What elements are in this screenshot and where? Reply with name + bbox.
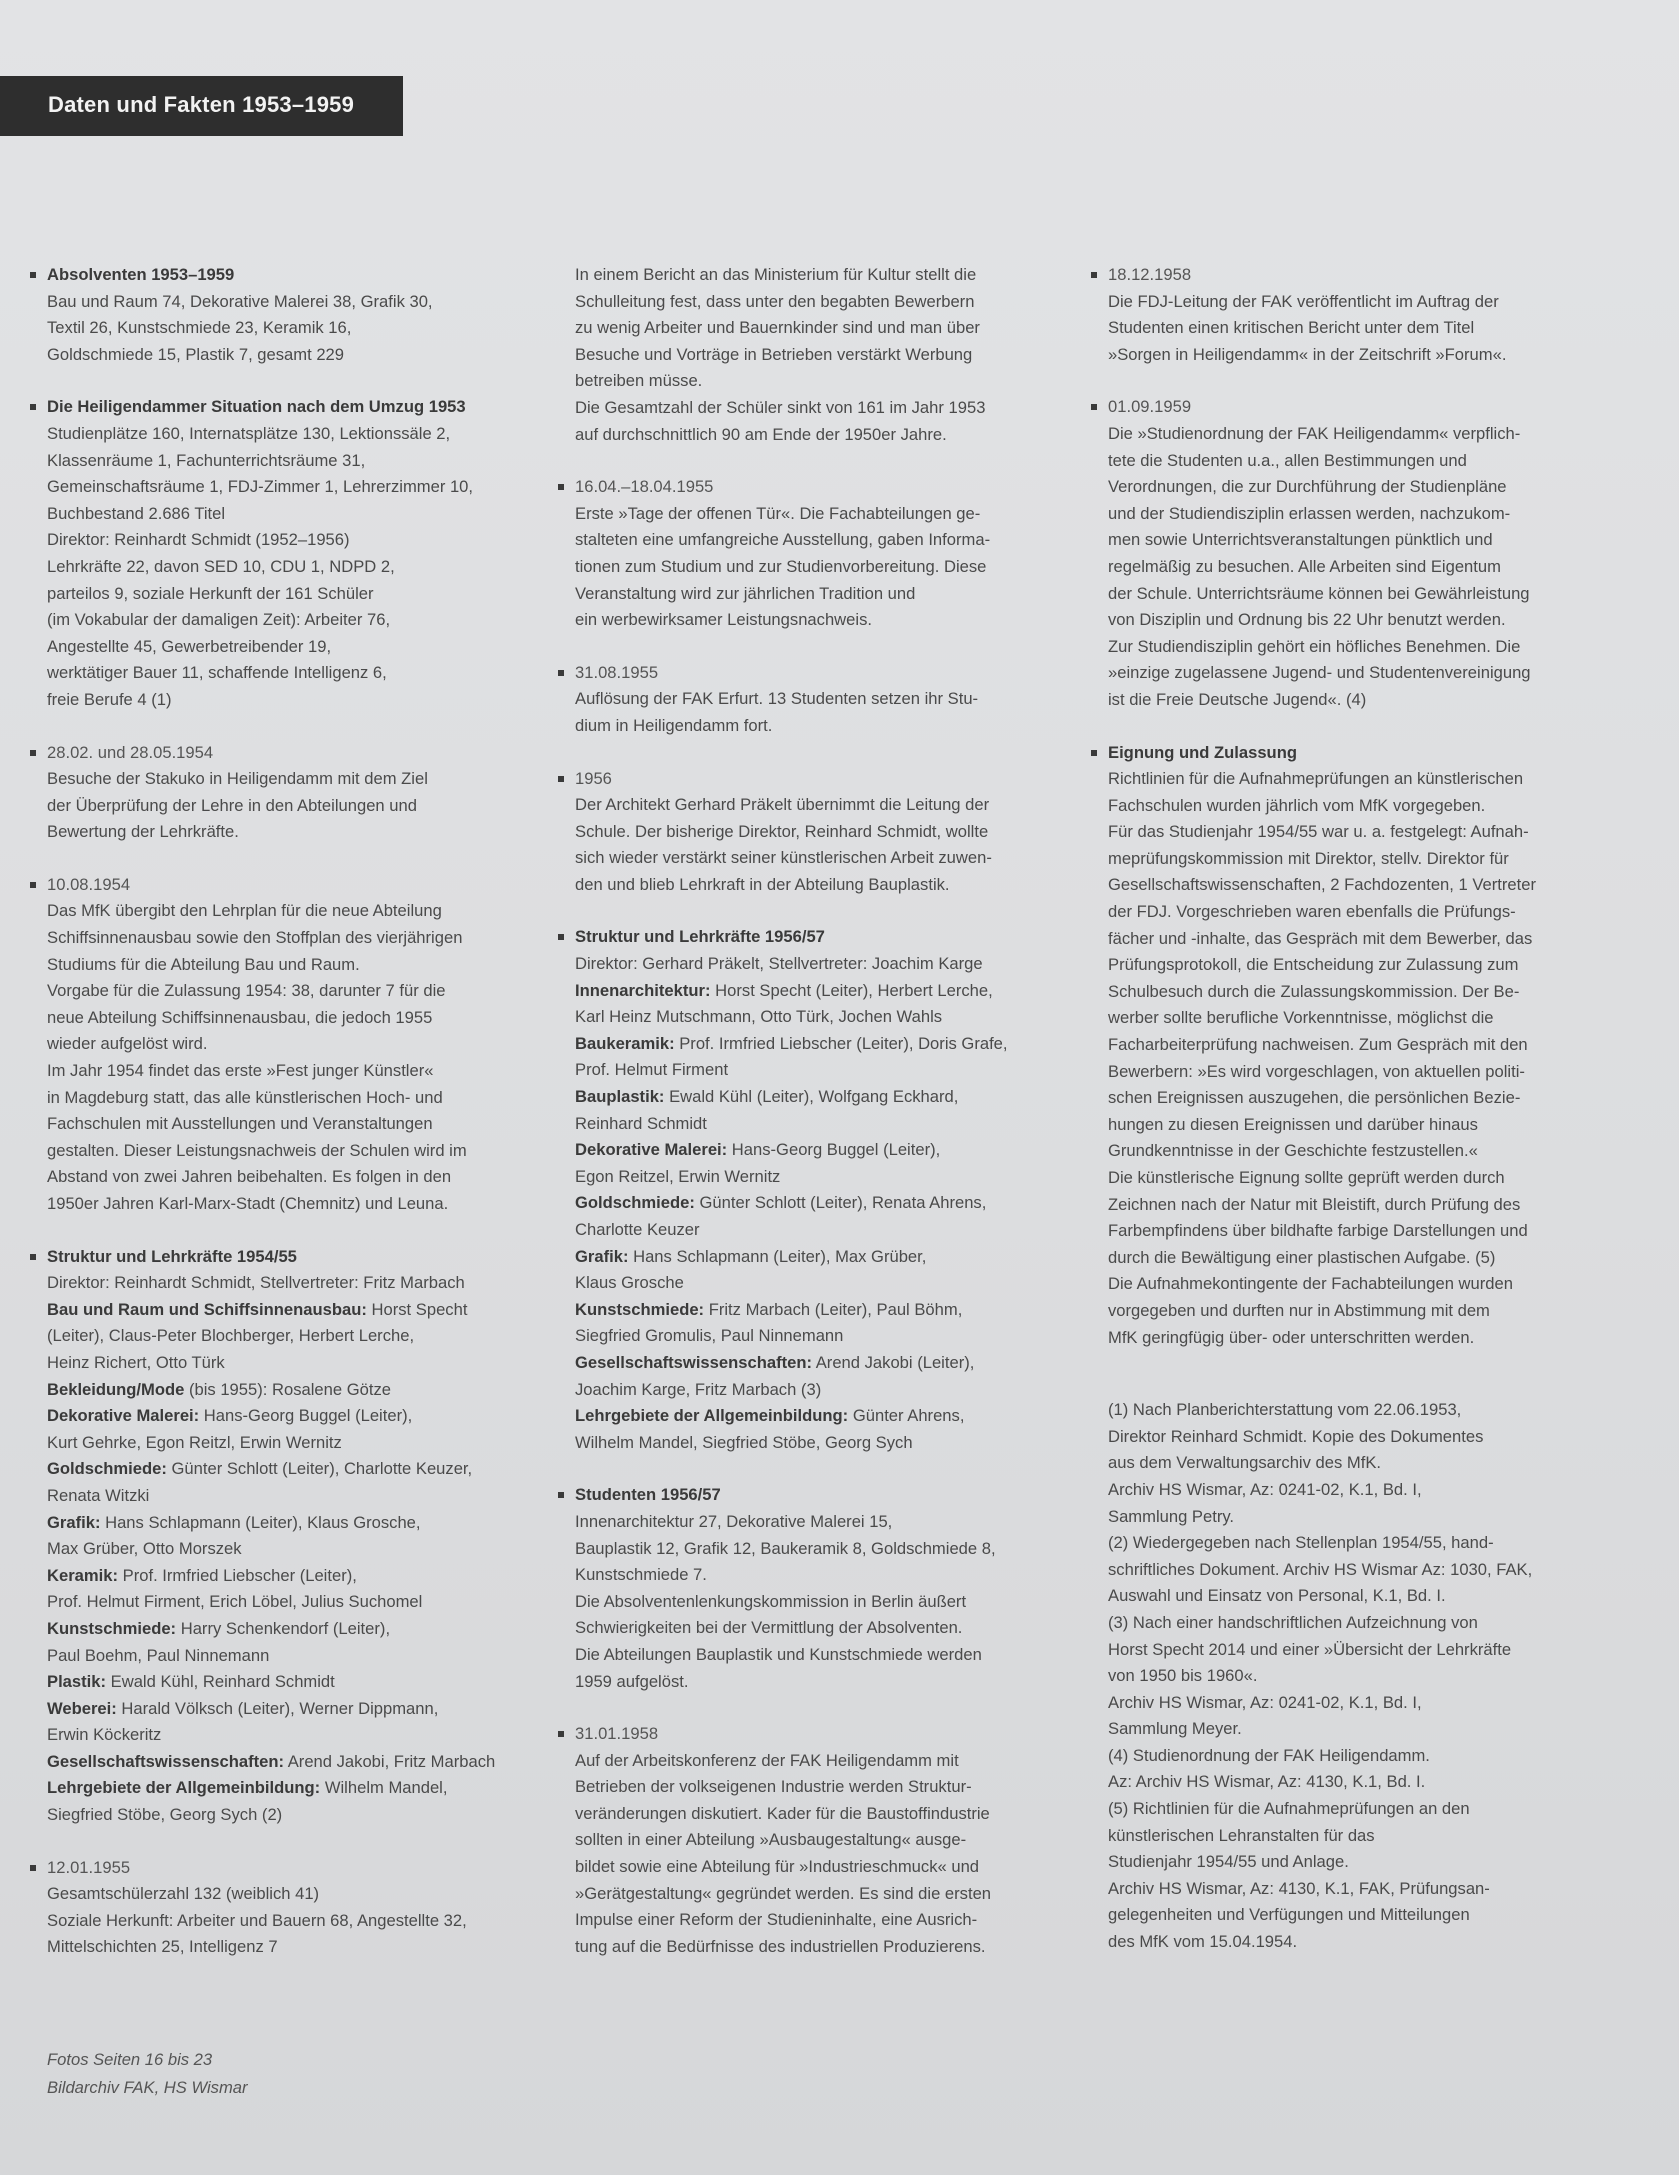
department-label: Kunstschmiede: (47, 1618, 177, 1638)
bullet-marker (558, 1731, 564, 1737)
text-line: Heinz Richert, Otto Türk (47, 1352, 225, 1372)
text-line (47, 1377, 539, 1404)
department-label: Grafik: (575, 1246, 629, 1266)
text-line (47, 1669, 539, 1696)
text-line: regelmäßig zu besuchen. Alle Arbeiten sind Eigentum (1108, 556, 1501, 576)
text-line: Direktor: Reinhardt Schmidt (1952–1956) (47, 530, 350, 550)
text-line: Siegfried Stöbe, Georg Sych (2) (47, 1805, 283, 1825)
text-line: Kurt Gehrke, Egon Reitzl, Erwin Wernitz (47, 1432, 342, 1452)
entry-situation-1953 (47, 394, 539, 713)
entry-bericht (575, 262, 1065, 448)
column-right (1108, 262, 1608, 1956)
text-line: Bewertung der Lehrkräfte. (47, 822, 239, 842)
column-left (47, 262, 539, 1987)
text-line: Die »Studienordnung der FAK Heiligendamm« verpflich- (1108, 423, 1521, 443)
footnote-line: Horst Specht 2014 und einer »Übersicht der Lehrkräfte (1108, 1639, 1512, 1659)
text-line: Facharbeiterprüfung nachweisen. Zum Gespräch mit den (1108, 1035, 1528, 1055)
text-line: Prof. Helmut Firment, Erich Löbel, Julius Suchomel (47, 1592, 423, 1612)
text-line: Egon Reitzel, Erwin Wernitz (575, 1166, 781, 1186)
text-line: tung auf die Bedürfnisse des industriellen Produzierens. (575, 1936, 986, 1956)
bullet-marker (30, 882, 36, 888)
footnote-line: (5) Richtlinien für die Aufnahmeprüfungen an den (1108, 1799, 1470, 1819)
text-line: ein werbewirksamer Leistungsnachweis. (575, 610, 872, 630)
text-line: Erste »Tage der offenen Tür«. Die Fachabteilungen ge- (575, 503, 981, 523)
bullet-marker (1091, 404, 1097, 410)
text-line: Charlotte Keuzer (575, 1220, 700, 1239)
text-line (47, 1749, 539, 1776)
department-staff: Harry Schenkendorf (Leiter), (176, 1618, 391, 1638)
text-line: 1950er Jahren Karl-Marx-Stadt (Chemnitz) und Leuna. (47, 1194, 449, 1213)
entry-arbeitskonferenz (575, 1721, 1065, 1960)
text-line: Siegfried Gromulis, Paul Ninnemann (575, 1326, 844, 1346)
entry-offene-tuer (575, 474, 1065, 634)
text-line: und der Studiendisziplin erlassen werden, nachzukom- (1108, 503, 1511, 523)
entry-heading: Absolventen 1953–1959 (47, 265, 235, 284)
entry-stakuko (47, 740, 539, 846)
department-label: Gesellschaftswissenschaften: (575, 1352, 813, 1372)
footnote-line: Archiv HS Wismar, Az: 0241-02, K.1, Bd. I, (1108, 1692, 1422, 1712)
entry-heading: Eignung und Zulassung (1108, 742, 1297, 762)
department-staff: Hans Schlapmann (Leiter), Klaus Grosche, (100, 1512, 421, 1532)
text-line: hungen zu diesen Ereignissen und darüber hinaus (1108, 1114, 1478, 1134)
text-line: stalteten eine umfangreiche Ausstellung, gaben Informa- (575, 530, 991, 550)
text-line: Impulse einer Reform der Studieninhalte, eine Ausrich- (575, 1910, 978, 1930)
entry-heading: Struktur und Lehrkräfte 1956/57 (575, 927, 825, 947)
text-line: Renata Witzki (47, 1485, 150, 1505)
entry-erfurt (575, 660, 1065, 740)
text-line (575, 1190, 1065, 1217)
department-label: Keramik: (47, 1565, 119, 1585)
department-label: Plastik: (47, 1672, 107, 1692)
entry-absolventen (47, 262, 539, 368)
text-line: auf durchschnittlich 90 am Ende der 1950er Jahre. (575, 424, 947, 444)
text-line: Studenten einen kritischen Bericht unter dem Titel (1108, 318, 1475, 338)
text-line: Prüfungsprotokoll, die Entscheidung zur Zulassung zum (1108, 955, 1519, 975)
footnote-line: Direktor Reinhard Schmidt. Kopie des Dokumentes (1108, 1426, 1484, 1446)
text-line: Besuche der Stakuko in Heiligendamm mit dem Ziel (47, 769, 428, 789)
text-line: sollten in einer Abteilung »Ausbaugestaltung« ausge- (575, 1830, 967, 1850)
footnotes (1108, 1397, 1608, 1955)
text-line: Innenarchitektur 27, Dekorative Malerei 15, (575, 1511, 893, 1531)
text-line: Soziale Herkunft: Arbeiter und Bauern 68, Angestellte 32, (47, 1910, 467, 1930)
department-label: Goldschmiede: (575, 1193, 695, 1213)
footnote-line: Studienjahr 1954/55 und Anlage. (1108, 1852, 1349, 1872)
entry-studenten-1956-57 (575, 1482, 1065, 1695)
text-line: Abstand von zwei Jahren beibehalten. Es folgen in den (47, 1167, 452, 1187)
text-line: werber sollte berufliche Vorkenntnisse, möglichst die (1108, 1008, 1494, 1028)
department-label: Dekorative Malerei: (575, 1140, 728, 1160)
text-line (47, 1563, 539, 1590)
text-line: Goldschmiede 15, Plastik 7, gesamt 229 (47, 344, 345, 364)
text-line: Veranstaltung wird zur jährlichen Tradition und (575, 583, 916, 603)
text-line: Auf der Arbeitskonferenz der FAK Heiligendamm mit (575, 1750, 959, 1770)
text-line: der Überprüfung der Lehre in den Abteilungen und (47, 795, 417, 815)
text-line: (Leiter), Claus-Peter Blochberger, Herbert Lerche, (47, 1326, 415, 1346)
text-line: Die Aufnahmekontingente der Fachabteilungen wurden (1108, 1274, 1513, 1294)
department-label: Lehrgebiete der Allgemeinbildung: (575, 1406, 849, 1426)
footnote-line: des MfK vom 15.04.1954. (1108, 1932, 1298, 1952)
bullet-marker (30, 1254, 36, 1260)
department-label: Bau und Raum und Schiffsinnenausbau: (47, 1299, 367, 1319)
text-line: men sowie Unterrichtsveranstaltungen pünktlich und (1108, 530, 1493, 550)
text-line: betreiben müsse. (575, 371, 703, 391)
text-line: Vorgabe für die Zulassung 1954: 38, darunter 7 für die (47, 981, 446, 1001)
text-line: dium in Heiligendamm fort. (575, 715, 773, 735)
text-line: fächer und -inhalte, das Gespräch mit dem Bewerber, das (1108, 928, 1533, 948)
bullet-marker (558, 934, 564, 940)
text-line: Klassenräume 1, Fachunterrichtsräume 31, (47, 450, 366, 470)
text-line: 1959 aufgelöst. (575, 1671, 689, 1691)
bullet-marker (30, 272, 36, 278)
department-staff: Hans Schlapmann (Leiter), Max Grüber, (628, 1246, 927, 1266)
text-line: Zeichnen nach der Natur mit Bleistift, durch Prüfung des (1108, 1194, 1521, 1214)
footnote-line: Archiv HS Wismar, Az: 4130, K.1, FAK, Prüfungsan- (1108, 1878, 1490, 1898)
department-staff: Wilhelm Mandel, (320, 1778, 448, 1798)
department-staff: Fritz Marbach (Leiter), Paul Böhm, (704, 1299, 963, 1319)
text-line: Wilhelm Mandel, Siegfried Stöbe, Georg Sych (575, 1432, 913, 1452)
text-line (575, 1297, 1065, 1324)
text-line: Richtlinien für die Aufnahmeprüfungen an künstlerischen (1108, 769, 1524, 789)
text-line: sich wieder verstärkt seiner künstlerischen Arbeit zuwen- (575, 848, 992, 868)
footnote-line: (2) Wiedergegeben nach Stellenplan 1954/55, hand- (1108, 1533, 1494, 1553)
department-staff: Prof. Irmfried Liebscher (Leiter), (118, 1565, 357, 1585)
text-line: Schule. Der bisherige Direktor, Reinhard Schmidt, wollte (575, 821, 989, 841)
text-line (47, 1403, 539, 1430)
entry-date: 1956 (575, 768, 612, 788)
department-label: Bauplastik: (575, 1087, 665, 1107)
bullet-marker (1091, 272, 1097, 278)
text-line: Bauplastik 12, Grafik 12, Baukeramik 8, Goldschmiede 8, (575, 1538, 996, 1558)
footnote-line: schriftliches Dokument. Archiv HS Wismar Az: 1030, FAK, (1108, 1559, 1533, 1579)
entry-date: 31.08.1955 (575, 662, 659, 682)
department-staff: Prof. Irmfried Liebscher (Leiter), Doris Grafe, (674, 1033, 1008, 1053)
department-staff: Günter Schlott (Leiter), Renata Ahrens, (694, 1193, 987, 1213)
text-line: tionen zum Studium und zur Studienvorbereitung. Diese (575, 556, 987, 576)
text-line: ist die Freie Deutsche Jugend«. (4) (1108, 689, 1367, 709)
text-line: Für das Studienjahr 1954/55 war u. a. festgelegt: Aufnah- (1108, 822, 1529, 842)
bullet-marker (30, 404, 36, 410)
text-line: Studiums für die Abteilung Bau und Raum. (47, 954, 360, 974)
text-line: Die Abteilungen Bauplastik und Kunstschmiede werden (575, 1644, 982, 1664)
bullet-marker (558, 484, 564, 490)
footnote-line: künstlerischen Lehranstalten für das (1108, 1825, 1375, 1845)
bullet-marker (558, 1492, 564, 1498)
text-line: in Magdeburg statt, das alle künstlerischen Hoch- und (47, 1087, 443, 1107)
text-line: Verordnungen, die zur Durchführung der Studienpläne (1108, 477, 1507, 497)
text-line: Bau und Raum 74, Dekorative Malerei 38, Grafik 30, (47, 291, 433, 311)
text-line: Fachschulen wurden jährlich vom MfK vorgegeben. (1108, 795, 1486, 815)
bullet-marker (30, 750, 36, 756)
entry-date: 10.08.1954 (47, 874, 131, 894)
entry-eignung-zulassung (1108, 740, 1608, 1352)
footnote-line: (4) Studienordnung der FAK Heiligendamm. (1108, 1745, 1430, 1765)
text-line: Bewerbern: »Es wird vorgeschlagen, von aktuellen politi- (1108, 1061, 1525, 1081)
text-line: Paul Boehm, Paul Ninnemann (47, 1645, 270, 1665)
text-line: Studienplätze 160, Internatsplätze 130, Lektionssäle 2, (47, 423, 451, 443)
text-line: Im Jahr 1954 findet das erste »Fest junger Künstler« (47, 1061, 434, 1081)
entry-schuelerzahl (47, 1855, 539, 1961)
department-staff: Hans-Georg Buggel (Leiter), (727, 1140, 941, 1160)
text-line: Textil 26, Kunstschmiede 23, Keramik 16, (47, 318, 352, 338)
department-staff: Ewald Kühl (Leiter), Wolfgang Eckhard, (664, 1087, 959, 1107)
text-line: In einem Bericht an das Ministerium für Kultur stellt die (575, 265, 977, 284)
text-line: Auflösung der FAK Erfurt. 13 Studenten setzen ihr Stu- (575, 689, 979, 709)
text-line (575, 1031, 1065, 1058)
text-line (47, 1775, 539, 1802)
footnote-line: gelegenheiten und Verfügungen und Mitteilungen (1108, 1905, 1470, 1925)
footnote-line: Archiv HS Wismar, Az: 0241-02, K.1, Bd. I, (1108, 1479, 1422, 1499)
department-label: Dekorative Malerei: (47, 1406, 200, 1426)
text-line: Erwin Köckeritz (47, 1725, 162, 1745)
text-line: Schulleitung fest, dass unter den begabten Bewerbern (575, 291, 975, 311)
footnote-line: von 1950 bis 1960«. (1108, 1666, 1258, 1686)
entry-date: 01.09.1959 (1108, 397, 1192, 417)
text-line: Angestellte 45, Gewerbetreibender 19, (47, 636, 332, 656)
text-line: »Sorgen in Heiligendamm« in der Zeitschrift »Forum«. (1108, 344, 1507, 364)
text-line: Karl Heinz Mutschmann, Otto Türk, Jochen Wahls (575, 1007, 943, 1027)
entry-fdj-bericht (1108, 262, 1608, 368)
text-line: MfK geringfügig über- oder unterschritten werden. (1108, 1327, 1475, 1347)
text-line: der Schule. Unterrichtsräume können bei Gewährleistung (1108, 583, 1530, 603)
text-line (575, 978, 1065, 1005)
text-line: von Disziplin und Ordnung bis 22 Uhr benutzt werden. (1108, 610, 1506, 630)
text-line: Fachschulen mit Ausstellungen und Veranstaltungen (47, 1114, 433, 1134)
department-staff: Günter Schlott (Leiter), Charlotte Keuzer, (166, 1459, 473, 1479)
bullet-marker (1091, 750, 1097, 756)
text-line: parteilos 9, soziale Herkunft der 161 Schüler (47, 583, 374, 603)
bullet-marker (558, 776, 564, 782)
text-line: Gesamtschülerzahl 132 (weiblich 41) (47, 1884, 320, 1904)
section-title-bar (0, 76, 403, 136)
department-staff: Harald Völksch (Leiter), Werner Dippmann, (116, 1698, 439, 1718)
text-line: der FDJ. Vorgeschrieben waren ebenfalls die Prüfungs- (1108, 902, 1516, 922)
text-line (575, 1403, 1065, 1430)
text-line: Lehrkräfte 22, davon SED 10, CDU 1, NDPD 2, (47, 556, 395, 576)
department-staff: Arend Jakobi (Leiter), (812, 1352, 975, 1372)
text-line (575, 1244, 1065, 1271)
department-staff: Horst Specht (Leiter), Herbert Lerche, (710, 980, 993, 1000)
text-line: Mittelschichten 25, Intelligenz 7 (47, 1937, 278, 1957)
page-title: Daten und Fakten 1953–1959 (48, 92, 355, 117)
caption-line: Bildarchiv FAK, HS Wismar (47, 2078, 248, 2097)
entry-struktur-1954-55 (47, 1244, 539, 1829)
entry-heading: Studenten 1956/57 (575, 1485, 721, 1505)
text-line (47, 1696, 539, 1723)
department-label: Kunstschmiede: (575, 1299, 705, 1319)
text-line: veränderungen diskutiert. Kader für die Baustoffindustrie (575, 1803, 990, 1823)
text-line: »Gerätgestaltung« gegründet werden. Es sind die ersten (575, 1883, 992, 1903)
department-label: Baukeramik: (575, 1033, 675, 1053)
text-line: den und blieb Lehrkraft in der Abteilung Bauplastik. (575, 874, 950, 894)
text-line: Gemeinschaftsräume 1, FDJ-Zimmer 1, Lehrerzimmer 10, (47, 477, 474, 497)
entry-praekelt (575, 766, 1065, 899)
footnote-line: Auswahl und Einsatz von Personal, K.1, Bd. I. (1108, 1586, 1446, 1606)
department-staff: Hans-Georg Buggel (Leiter), (199, 1406, 413, 1426)
text-line: Klaus Grosche (575, 1273, 684, 1293)
text-line: Das MfK übergibt den Lehrplan für die neue Abteilung (47, 901, 442, 921)
text-line: »einzige zugelassene Jugend- und Studentenvereinigung (1108, 663, 1531, 683)
department-staff: Horst Specht (366, 1299, 468, 1319)
caption-line: Fotos Seiten 16 bis 23 (47, 2050, 213, 2069)
text-line: meprüfungskommission mit Direktor, stellv. Direktor für (1108, 848, 1509, 868)
entry-heading: Die Heiligendammer Situation nach dem Umzug 1953 (47, 397, 466, 417)
text-line: Schulbesuch durch die Zulassungskommission. Der Be- (1108, 981, 1520, 1001)
text-line (47, 1616, 539, 1643)
department-staff: Ewald Kühl, Reinhard Schmidt (106, 1672, 335, 1692)
text-line: Grundkenntnisse in der Geschichte festzustellen.« (1108, 1141, 1478, 1161)
text-line: Die Absolventenlenkungskommission in Berlin äußert (575, 1591, 967, 1611)
footnote-line: Sammlung Meyer. (1108, 1719, 1242, 1739)
text-line: Direktor: Gerhard Präkelt, Stellvertreter: Joachim Karge (575, 954, 983, 974)
text-line: Direktor: Reinhardt Schmidt, Stellvertreter: Fritz Marbach (47, 1273, 465, 1293)
text-line: Die Gesamtzahl der Schüler sinkt von 161 im Jahr 1953 (575, 397, 986, 417)
text-line: freie Berufe 4 (1) (47, 689, 172, 709)
text-line: Farbempfindens über bildhafte farbige Darstellungen und (1108, 1221, 1528, 1241)
footnote-line: (3) Nach einer handschriftlichen Aufzeichnung von (1108, 1612, 1478, 1632)
text-line: bildet sowie eine Abteilung für »Industrieschmuck« und (575, 1857, 980, 1877)
entry-date: 28.02. und 28.05.1954 (47, 742, 214, 762)
text-line (575, 1084, 1065, 1111)
text-line: Max Grüber, Otto Morszek (47, 1539, 242, 1559)
text-line (47, 1456, 539, 1483)
department-label: Weberei: (47, 1698, 117, 1718)
text-line: werktätiger Bauer 11, schaffende Intelligenz 6, (47, 663, 387, 683)
text-line: Betrieben der volkseigenen Industrie werden Struktur- (575, 1777, 972, 1797)
text-line: wieder aufgelöst wird. (47, 1034, 208, 1054)
department-staff: Arend Jakobi, Fritz Marbach (284, 1751, 496, 1771)
text-line: Die künstlerische Eignung sollte geprüft werden durch (1108, 1168, 1505, 1187)
text-line: zu wenig Arbeiter und Bauernkinder sind und man über (575, 318, 980, 338)
text-line (575, 1350, 1065, 1377)
text-line: durch die Bewältigung einer plastischen Aufgabe. (5) (1108, 1247, 1496, 1267)
text-line: (im Vokabular der damaligen Zeit): Arbeiter 76, (47, 610, 391, 630)
entry-date: 31.01.1958 (575, 1724, 659, 1744)
bullet-marker (30, 1865, 36, 1871)
footnote-line: Az: Archiv HS Wismar, Az: 4130, K.1, Bd. I. (1108, 1772, 1426, 1792)
text-line: Der Architekt Gerhard Präkelt übernimmt die Leitung der (575, 795, 990, 815)
footnote-line: Sammlung Petry. (1108, 1506, 1235, 1526)
department-label: Gesellschaftswissenschaften: (47, 1751, 285, 1771)
text-line: gestalten. Dieser Leistungsnachweis der Schulen wird im (47, 1140, 467, 1160)
text-line: Schiffsinnenausbau sowie den Stoffplan des vierjährigen (47, 928, 463, 948)
text-line: Die FDJ-Leitung der FAK veröffentlicht im Auftrag der (1108, 291, 1499, 311)
text-line: Schwierigkeiten bei der Vermittlung der Absolventen. (575, 1618, 963, 1638)
department-label: Grafik: (47, 1512, 101, 1532)
text-line: Reinhard Schmidt (575, 1113, 707, 1133)
text-line: Buchbestand 2.686 Titel (47, 503, 226, 523)
text-line: tete die Studenten u.a., allen Bestimmungen und (1108, 450, 1467, 470)
footnote-line: aus dem Verwaltungsarchiv des MfK. (1108, 1453, 1382, 1473)
entry-heading: Struktur und Lehrkräfte 1954/55 (47, 1246, 297, 1266)
department-staff: (bis 1955): Rosalene Götze (184, 1379, 391, 1399)
department-label: Innenarchitektur: (575, 980, 711, 1000)
department-label: Lehrgebiete der Allgemeinbildung: (47, 1778, 321, 1798)
text-line: vorgegeben und durften nur in Abstimmung mit dem (1108, 1300, 1490, 1320)
department-label: Goldschmiede: (47, 1459, 167, 1479)
text-line (575, 1137, 1065, 1164)
column-middle (575, 262, 1065, 1986)
text-line: Gesellschaftswissenschaften, 2 Fachdozenten, 1 Vertreter (1108, 875, 1536, 895)
entry-date: 16.04.–18.04.1955 (575, 477, 714, 497)
bullet-marker (558, 670, 564, 676)
entry-lehrplan (47, 872, 539, 1218)
text-line (47, 1297, 539, 1324)
entry-struktur-1956-57 (575, 924, 1065, 1456)
text-line: Joachim Karge, Fritz Marbach (3) (575, 1379, 822, 1399)
text-line: Kunstschmiede 7. (575, 1565, 707, 1585)
entry-studienordnung (1108, 394, 1608, 713)
entry-date: 12.01.1955 (47, 1857, 131, 1877)
department-staff: Günter Ahrens, (848, 1406, 965, 1426)
entry-date: 18.12.1958 (1108, 265, 1192, 284)
text-line: neue Abteilung Schiffsinnenausbau, die jedoch 1955 (47, 1007, 433, 1027)
text-line: schen Ereignissen auszugehen, die persönlichen Bezie- (1108, 1088, 1521, 1108)
footnote-line: (1) Nach Planberichterstattung vom 22.06.1953, (1108, 1400, 1462, 1420)
text-line: Prof. Helmut Firment (575, 1060, 729, 1080)
department-label: Bekleidung/Mode (47, 1379, 185, 1399)
text-line: Zur Studiendisziplin gehört ein höfliches Benehmen. Die (1108, 636, 1521, 656)
photo-caption (47, 2046, 248, 2102)
text-line (47, 1510, 539, 1537)
text-line: Besuche und Vorträge in Betrieben verstärkt Werbung (575, 344, 973, 364)
